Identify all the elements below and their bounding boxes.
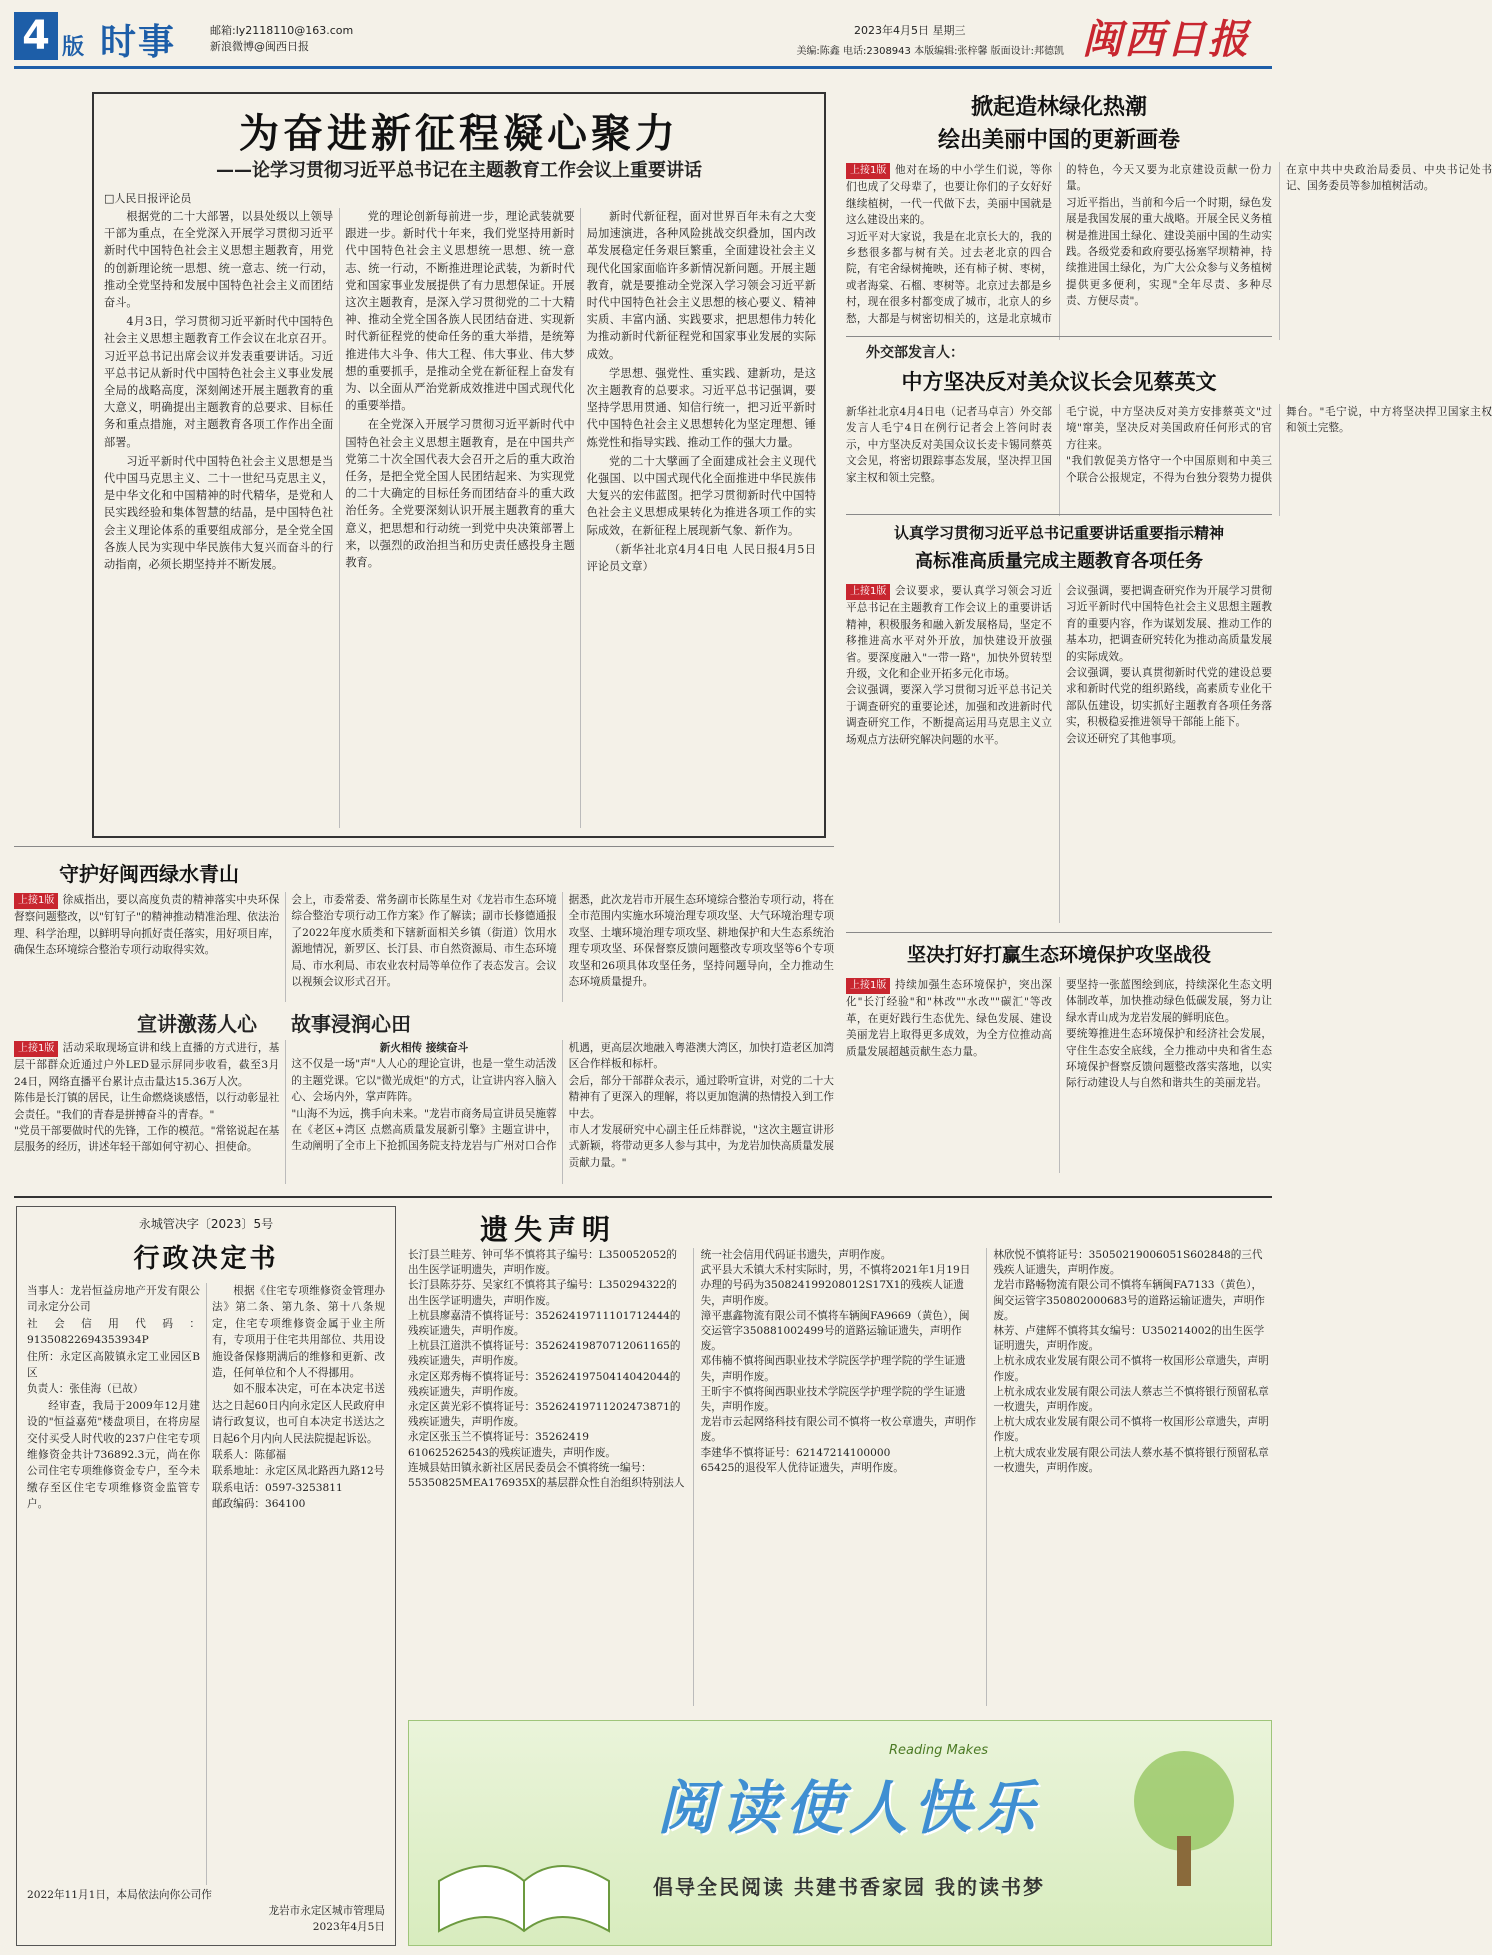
page-number: 4: [22, 13, 50, 59]
decision-body: [27, 1283, 385, 1885]
lost-item: 上杭县江道洪不慎将证号：35262419870712061165的残疾证遗失，声明作废。: [408, 1340, 681, 1368]
decision-footer: [27, 1887, 385, 1935]
lead-paragraph: 党的二十大擘画了全面建成社会主义现代化强国、以中国式现代化全面推进中华民族伟大复兴的宏伟蓝图。把学习贯彻新时代中国特色社会主义思想成果转化为推进各项工作的实际成效，在新征程上展现新气象、新作为。: [586, 454, 816, 537]
section-title: 时事: [100, 22, 177, 63]
study-paragraph: 会议强调，要把调查研究作为开展学习贯彻习近平新时代中国特色社会主义思想主题教育的重要内容，作为谋划发展、推动工作的基本功，把调查研究转化为推动高质量发展的实际成效。: [1066, 585, 1272, 663]
afforest-article: [846, 86, 1492, 334]
lead-subhead: ——论学习贯彻习近平总书记在主题教育工作会议上重要讲话: [216, 160, 702, 181]
lead-byline: □人民日报评论员: [104, 192, 192, 205]
page-unit: 版: [62, 35, 85, 60]
lead-paragraph: 在全党深入开展学习贯彻习近平新时代中国特色社会主义思想主题教育，是在中国共产党第二十次全国代表大会召开之后的重大政治任务，是把全党全国人民团结起来、为实现党的二十大确定的目标任务而团结奋斗的重大政治任务。全党要深刻认识开展主题教育的重大意义，把思想和行动统一到党中央决策部署上来，以强烈的政治担当和历史责任感投身主题教育。: [345, 418, 575, 570]
lost-item: 林欣悦不慎将证号：35050219006051S602848的三代残疾人证遗失，声明作废。: [993, 1249, 1263, 1277]
diplomacy-kicker: 外交部发言人：: [866, 345, 964, 361]
study-paragraph: 会议强调，要深入学习贯彻习近平总书记关于调查研究的重要论述，加强和改进新时代调查研究工作，不断提高运用马克思主义立场观点方法研究解决问题的水平。: [846, 684, 1052, 746]
continued-tag: 上接1版: [846, 163, 890, 179]
afforest-headline-line1: 掀起造林绿化热潮: [970, 95, 1147, 120]
date-line: 2023年4月5日 星期三: [854, 24, 966, 37]
diplomacy-paragraph: 新华社北京4月4日电（记者马卓言）外交部发言人毛宁4日在例行记者会上答问时表示，中方坚决反对美国众议长麦卡锡同蔡英文会见，将密切跟踪事态发展，坚决捍卫国家主权和领土完整。: [846, 406, 1052, 484]
lead-paragraph: 根据党的二十大部署，以县处级以上领导干部为重点，在全党深入开展学习贯彻习近平新时代中国特色社会主义思想主题教育，用党的创新理论统一思想、统一意志、统一行动，推动全党坚持和发展中国特色社会主义而团结奋斗。: [104, 210, 334, 310]
preach-paragraph: 活动采取现场宣讲和线上直播的方式进行，基层干部群众近通过户外LED显示屏同步收看，截至3月24日，网络直播平台累计点击量达15.36万人次。: [14, 1042, 280, 1088]
study-paragraph: 会议要求，要认真学习领会习近平总书记在主题教育工作会议上的重要讲话精神，积极服务和融入新发展格局，坚定不移推进高水平对外开放，加快建设开放强省。要深度融入"一带一路"，加快外贸转型升级，文化和企业开拓多元化市场。: [846, 585, 1052, 681]
lost-item: 林芳、卢建辉不慎将其女编号：U350214002的出生医学证明遗失，声明作废。: [993, 1325, 1265, 1353]
diplomacy-paragraph: "我们敦促美方恪守一个中国原则和中美三个联合公报规定，不得为台独分裂势力提供舞台。"毛宁说，中方将坚决捍卫国家主权和领土完整。: [1066, 406, 1492, 484]
lost-item: 上杭永成农业发展有限公司法人蔡志兰不慎将银行预留私章一枚遗失，声明作废。: [993, 1385, 1269, 1414]
lead-paragraph: 新时代新征程，面对世界百年未有之大变局加速演进，各种风险挑战交织叠加，国内改革发展稳定任务艰巨繁重，全面建设社会主义现代化国家面临许多新情况新问题。开展主题教育，就是要推动全党深入学习领会习近平新时代中国特色社会主义思想的核心要义、精神实质、丰富内涵、实践要求，把思想伟力转化为推动新时代新征程党和国家事业发展的实际成效。: [586, 210, 816, 361]
ecology-paragraph: 要坚持一张蓝图绘到底，持续深化生态文明体制改革，加快推动绿色低碳发展，努力让绿水青山成为龙岩发展的鲜明底色。: [1066, 979, 1272, 1024]
lost-item: 长汀县陈芬芬、吴家红不慎将其子编号：L350294322的出生医学证明遗失，声明作废。: [408, 1279, 677, 1307]
decision-line: 根据《住宅专项维修资金管理办法》第二条、第九条、第十八条规定，住宅专项维修资金属于业主所有，专项用于住宅共用部位、共用设施设备保修期满后的维修和更新、改造，任何单位和个人不得挪用。: [212, 1285, 385, 1380]
lost-item: 65425的退役军人优待证遗失，声明作废。: [700, 1461, 904, 1474]
lost-list: [408, 1248, 1272, 1706]
lost-item: 上杭大成农业发展有限公司法人蔡水基不慎将银行预留私章一枚遗失，声明作废。: [993, 1446, 1269, 1474]
ecology-body: [846, 977, 1272, 1173]
water-article: [14, 852, 834, 1002]
preach-headline-b: 故事浸润心田: [290, 1012, 411, 1036]
study-headline-line2: 高标准高质量完成主题教育各项任务: [915, 551, 1203, 572]
decision-date: 2023年4月5日: [312, 1921, 385, 1933]
diplomacy-headline: 中方坚决反对美众议长会见蔡英文: [901, 370, 1217, 394]
afforest-headline-line2: 绘出美丽中国的更新画卷: [937, 128, 1180, 153]
afforest-paragraph: 他对在场的中小学生们说，等你们也成了父母辈了，也要让你们的子女好好继续植树，一代一代做下去，美丽中国就是这么建设出来的。: [846, 164, 1052, 227]
study-paragraph: 会议还研究了其他事项。: [1066, 732, 1183, 745]
diplomacy-article: [846, 340, 1492, 512]
preach-paragraph: 会后，部分干部群众表示，通过聆听宣讲，对党的二十大精神有了更深入的理解，将以更加饱满的热情投入到工作中去。: [568, 1074, 834, 1120]
decision-line: 邮政编码：364100: [212, 1498, 306, 1511]
continued-tag: 上接1版: [14, 893, 58, 909]
afforest-body: [846, 162, 1492, 340]
decision-line: 联系地址：永定区凤北路西九路12号: [212, 1465, 385, 1478]
lost-headline: 遗失声明: [479, 1213, 616, 1246]
study-paragraph: 会议强调，要认真贯彻新时代党的建设总要求和新时代党的组织路线，高素质专业化干部队伍建设，切实抓好主题教育各项任务落实，积极稳妥推进领导干部能上能下。: [1066, 667, 1272, 729]
preach-paragraph: 陈伟是长汀镇的居民，让生命燃烧谈感悟，以行动彰显社会责任。"我们的青春是拼搏奋斗的青春。": [14, 1092, 280, 1121]
water-paragraph: 徐威指出，要以高度负责的精神落实中央环保督察问题整改，以"钉钉子"的精神推动精准治理、依法治理、科学治理，以鲜明导向抓好责任落实，用好项目库，确保生态环境综合整治专项行动取得实效。: [14, 894, 280, 957]
lost-item: 龙岩市路畅物流有限公司不慎将车辆闽FA7133（黄色），闽交运管字350802000683号的道路运输证遗失，声明作废。: [993, 1279, 1265, 1322]
lost-item: 上杭永成农业发展有限公司不慎将一枚国形公章遗失，声明作废。: [993, 1355, 1269, 1383]
decision-notice: [16, 1206, 396, 1946]
decision-line: 负责人：张佳海（已故）: [27, 1383, 144, 1396]
lost-item: 王昕宇不慎将闽西职业技术学院医学护理学院的学生证遗失，声明作废。: [700, 1385, 966, 1414]
ecology-article: [846, 940, 1272, 1176]
study-headline-line1: 认真学习贯彻习近平总书记重要讲话重要指示精神: [893, 524, 1224, 542]
preach-paragraph: 这不仅是一场"声"人人心的理论宣讲，也是一堂生动活泼的主题党课。它以"微光成炬"的方式，让宣讲内容入脑入心、会场内外，掌声阵阵。: [291, 1058, 557, 1104]
study-article: [846, 522, 1272, 930]
lost-item: 连城县姑田镇永新社区居民委员会不慎将统一编号：55350825MEA176935X的基层群众性自治组织特别法人统一社会信用代码证书遗失，声明作废。: [408, 1249, 892, 1490]
preach-subhead: 新火相传 接续奋斗: [379, 1042, 469, 1054]
water-paragraph: 据悉，此次龙岩市开展生态环境综合整治专项行动，将在全市范围内实施水环境治理专项攻坚、大气环境治理专项攻坚、土壤环境治理专项攻坚、耕地保护和大生态系统治理专项攻坚、环保督察反馈问题整改专项攻坚等6个专项攻坚和26项具体攻坚任务，坚持问题导向，全力推动生态环境质量提升。: [568, 894, 834, 989]
decision-ref: 永城管决字〔2023〕5号: [138, 1217, 274, 1231]
divider: [14, 846, 834, 847]
lost-item: 永定区张玉兰不慎将证号：35262419: [408, 1431, 590, 1444]
ecology-paragraph: 持续加强生态环境保护，突出深化"长汀经验"和"林改""水改""碳汇"等改革，在更好践行生态优先、绿色发展、建设美丽龙岩上取得更多成效，为全方位推动高质量发展超越贡献生态力量。: [846, 979, 1052, 1058]
ad-slogan: 倡导全民阅读 共建书香家园 我的读书梦: [653, 1875, 1045, 1899]
lost-item: 邓伟楠不慎将闽西职业技术学院医学护理学院的学生证遗失，声明作废。: [700, 1355, 966, 1383]
decision-line: 如不服本决定，可在本决定书送达之日起60日内向永定区人民政府申请行政复议，也可自本决定书送达之日起6个月内向人民法院提起诉讼。: [212, 1383, 385, 1445]
lost-item: 龙岩市云起网络科技有限公司不慎将一枚公章遗失，声明作废。: [700, 1416, 977, 1444]
lost-item: 永定区黄光彩不慎将证号：35262419711202473871的残疾证遗失，声明作废。: [408, 1401, 681, 1429]
reading-ad: [408, 1720, 1272, 1946]
decision-line: 联系人：陈郁福: [212, 1449, 287, 1462]
continued-tag: 上接1版: [846, 584, 890, 600]
lead-paragraph: 习近平新时代中国特色社会主义思想是当代中国马克思主义、二十一世纪马克思主义，是中华文化和中国精神的时代精华，是党和人民实践经验和集体智慧的结晶，是中国特色社会主义理论体系的重要组成部分，是全党全国各族人民为实现中华民族伟大复兴而奋斗的行动指南，必须长期坚持并不断发展。: [104, 454, 334, 572]
lost-item: 武平县大禾镇大禾村实际时，男，不慎将2021年1月19日办理的号码为350824199208012S17X1的残疾人证遗失，声明作废。: [700, 1264, 971, 1307]
lead-paragraph: 4月3日，学习贯彻习近平新时代中国特色社会主义思想主题教育工作会议在北京召开。习近平总书记出席会议并发表重要讲话。习近平总书记从新时代中国特色社会主义事业发展全局的战略高度，深刻阐述开展主题教育的重大意义，明确提出主题教育的总要求、目标任务和重点措施，对主题教育各项工作作出全面部署。: [104, 315, 334, 449]
divider: [846, 514, 1272, 515]
diplomacy-body: [846, 404, 1492, 516]
preach-paragraph: 市人才发展研究中心副主任丘炜群说，"这次主题宣讲形式新颖，将带动更多人参与其中，为龙岩加快高质量发展贡献力量。": [568, 1124, 834, 1169]
lead-article: [92, 92, 826, 838]
lost-item: 长汀县兰畦芳、钟可华不慎将其子编号：L350052052的出生医学证明遗失，声明作废。: [408, 1249, 677, 1277]
preach-paragraph: "山海不为远，携手向未来。"龙岩市商务局宣讲员吴施蓉在《老区+湾区 点燃高质量发展新引擎》主题宣讲中，生动阐明了全市上下抢抓国务院支持龙岩与广州对口合作机遇，更高层次地融入粤港澳大湾区，加快打造老区加湾区合作样板和标杆。: [291, 1042, 834, 1153]
decision-line: 当事人：龙岩恒益房地产开发有限公司永定分公司: [27, 1285, 200, 1314]
masthead-rule: [14, 66, 1272, 69]
afforest-paragraph: 习近平对大家说，我是在北京长大的，我的乡愁很多都与树有关。过去老北京的四合院，有宅舍绿树掩映，还有柿子树、枣树，或者海棠、石榴、枣树等。北京过去都是乡村，现在很多村都变成了城市，北京人的乡愁，大都是与树密切相关的，这是北京城市的特色，今天又要为北京建设贡献一份力量。: [846, 164, 1272, 325]
tree-icon: [1109, 1741, 1259, 1891]
ad-title: 阅读使人快乐: [656, 1774, 1041, 1842]
decision-footer-left: 2022年11月1日，本局依法向你公司作: [27, 1889, 212, 1901]
divider: [846, 932, 1272, 933]
preach-headline-a: 宣讲激荡人心: [137, 1012, 258, 1036]
lead-body: [104, 208, 816, 828]
ad-en-text: Reading Makes: [889, 1743, 988, 1758]
lost-notices: [408, 1206, 1272, 1706]
preach-body: [14, 1040, 834, 1184]
lead-headline: 为奋进新征程凝心聚力: [239, 110, 679, 157]
editor-meta: 美编:陈鑫 电话:2308943 本版编辑:张梓馨 版面设计:邦德凯: [796, 46, 1064, 57]
divider: [846, 336, 1272, 337]
section-rule: [14, 1196, 1272, 1198]
masthead: [14, 8, 1272, 66]
water-headline: 守护好闽西绿水青山: [59, 862, 239, 886]
decision-line: 经审查，我局于2009年12月建设的"恒益嘉苑"楼盘项目，在将房屋交付买受人时代收的237户住宅专项维修资金共计736892.3元，尚在你公司住宅专项维修资金专户，至今未缴存至区住宅专项维修资金监管专户。: [27, 1399, 200, 1511]
lead-paragraph: 党的理论创新每前进一步，理论武装就要跟进一步。新时代十年来，我们党坚持用新时代中国特色社会主义思想统一思想、统一意志、统一行动，不断推进理论武装，为新时代党和国家事业发展提供了有力思想保证。开展这次主题教育，是深入学习贯彻党的二十大精神、推动全党全国各族人民团结奋进、实现新时代新征程党的使命任务的重大举措，是统筹推进伟大斗争、伟大工程、伟大事业、伟大梦想的重要抓手，是推动全党在新征程上奋发有为、以全面从严治党新成效推进中国式现代化的重要举措。: [345, 210, 575, 413]
decision-issuer: 龙岩市永定区城市管理局: [268, 1905, 385, 1917]
continued-tag: 上接1版: [846, 978, 890, 994]
decision-line: 住所：永定区高陂镇永定工业园区B区: [27, 1350, 200, 1380]
preach-paragraph: "党员干部要做时代的先锋，工作的模范。"常铭说起在基层服务的经历，讲述年轻干部如何守初心、担使命。: [14, 1125, 280, 1154]
study-body: [846, 583, 1272, 923]
email-line: 邮箱:ly2118110@163.com: [210, 24, 354, 37]
lost-item: 上杭大成农业发展有限公司不慎将一枚国形公章遗失，声明作废。: [993, 1416, 1269, 1444]
water-paragraph: 会上，市委常委、常务副市长陈星生对《龙岩市生态环境综合整治专项行动工作方案》作了解读；副市长修德通报了2022年度水质类和下辖新面相关乡镇（街道）饮用水源地情况，新罗区、长汀县、市自然资源局、市生态环境局、市水利局、市农业农村局等单位作了表态发言。会议以视频会议形式召开。: [291, 894, 557, 989]
decision-line: 联系电话：0597-3253811: [212, 1481, 343, 1494]
decision-headline: 行政决定书: [133, 1244, 279, 1274]
paper-logo: 闽西日报: [1082, 16, 1250, 63]
preach-headline: [14, 1008, 534, 1037]
water-body: [14, 892, 834, 1002]
afforest-paragraph: 习近平指出，当前和今后一个时期，绿色发展是我国发展的重大战略。开展全民义务植树是推进国土绿化、建设美丽中国的生动实践。各级党委和政府要弘扬塞罕坝精神，持续推进国土绿化，为广大公众参与义务植树提供更多便利，实现"全年尽责、多种尽责、方便尽责"。: [1066, 196, 1272, 308]
afforest-paragraph: 在京中共中央政治局委员、中央书记处书记、国务委员等参加植树活动。: [1286, 164, 1492, 193]
lost-item: 李建华不慎将证号：62147214100000: [700, 1446, 891, 1459]
lead-source: （新华社北京4月4日电 人民日报4月5日评论员文章）: [586, 542, 816, 574]
decision-line: 社会信用代码：91350822694353934P: [27, 1317, 200, 1347]
diplomacy-paragraph: 毛宁说，中方坚决反对美方安排蔡英文"过境"窜美，坚决反对美国政府任何形式的官方往来。: [1066, 406, 1272, 451]
weibo-line: 新浪微博@闽西日报: [210, 40, 309, 53]
lost-item: 漳平惠鑫物流有限公司不慎将车辆闽FA9669（黄色），闽交运管字350881002499号的道路运输证遗失，声明作废。: [700, 1309, 970, 1353]
continued-tag: 上接1版: [14, 1041, 58, 1057]
ecology-paragraph: 要统筹推进生态环境保护和经济社会发展，守住生态安全底线，全力推动中央和省生态环境保护督察反馈问题整改落实落地，以实际行动建设人与自然和谐共生的美丽龙岩。: [1066, 1028, 1272, 1090]
lost-item: 610625262543的残疾证遗失，声明作废。: [408, 1446, 617, 1459]
lost-item: 永定区郑秀梅不慎将证号：35262419750414042044的残疾证遗失，声明作废。: [408, 1370, 681, 1398]
lost-item: 上杭县廖嘉清不慎将证号：35262419711101712444的残疾证遗失，声明作废。: [408, 1309, 681, 1338]
preach-article: [14, 1006, 834, 1184]
lead-paragraph: 学思想、强党性、重实践、建新功，是这次主题教育的总要求。习近平总书记强调，要坚持学思用贯通、知信行统一，把习近平新时代中国特色社会主义思想转化为坚定理想、锤炼党性和指导实践、推动工作的强大力量。: [586, 366, 816, 449]
ecology-headline: 坚决打好打赢生态环境保护攻坚战役: [906, 944, 1211, 966]
page-number-box: [14, 12, 58, 60]
